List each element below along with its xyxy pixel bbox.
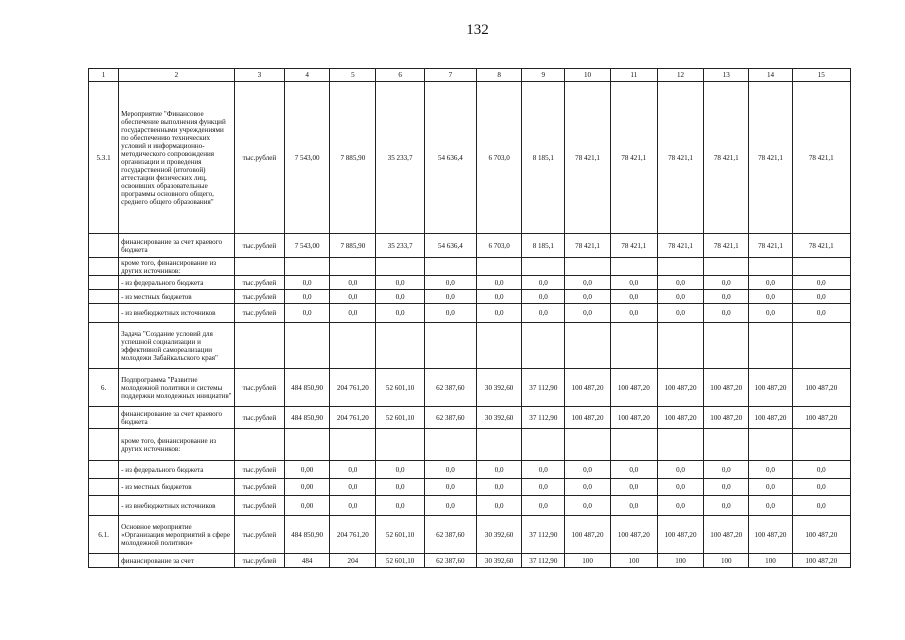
value-cell: 100 487,20 [610, 407, 657, 429]
row-number-cell [89, 461, 119, 479]
value-cell [565, 429, 610, 461]
value-cell: 100 487,20 [749, 407, 792, 429]
value-cell: 100 487,20 [792, 516, 850, 554]
budget-table [88, 68, 851, 568]
value-cell: 0,0 [330, 496, 376, 516]
row-label-cell: финансирование за счет [119, 554, 235, 568]
value-cell [704, 323, 749, 369]
value-cell: 7 885,90 [330, 82, 376, 234]
value-cell: 100 487,20 [565, 516, 610, 554]
row-number-cell [89, 290, 119, 304]
value-cell: 0,0 [330, 479, 376, 496]
value-cell: 54 636,4 [424, 82, 476, 234]
value-cell: 100 487,20 [610, 516, 657, 554]
table-row [89, 82, 851, 234]
column-header: 4 [285, 69, 330, 82]
value-cell: 0,0 [704, 479, 749, 496]
value-cell [376, 323, 424, 369]
value-cell [424, 258, 476, 276]
value-cell: 0,0 [749, 461, 792, 479]
unit-cell [234, 258, 284, 276]
value-cell: 0,0 [376, 479, 424, 496]
value-cell [522, 323, 565, 369]
value-cell [610, 429, 657, 461]
value-cell: 0,00 [285, 496, 330, 516]
value-cell: 100 [657, 554, 703, 568]
value-cell: 30 392,60 [476, 554, 521, 568]
value-cell: 37 112,90 [522, 369, 565, 407]
value-cell: 0,0 [792, 461, 850, 479]
table-row [89, 304, 851, 323]
row-label-cell: Подпрограмма "Развитие молодежной политики и системы поддержки молодежных инициатив" [119, 369, 235, 407]
value-cell: 78 421,1 [565, 234, 610, 258]
value-cell: 0,0 [610, 479, 657, 496]
column-header: 5 [330, 69, 376, 82]
value-cell: 0,0 [376, 276, 424, 290]
value-cell: 7 543,00 [285, 82, 330, 234]
value-cell [749, 258, 792, 276]
value-cell: 0,0 [476, 461, 521, 479]
value-cell: 0,0 [792, 290, 850, 304]
value-cell: 484 [285, 554, 330, 568]
value-cell: 100 487,20 [565, 407, 610, 429]
value-cell: 78 421,1 [704, 234, 749, 258]
value-cell: 100 487,20 [657, 369, 703, 407]
unit-cell: тыс.рублей [234, 369, 284, 407]
value-cell: 37 112,90 [522, 407, 565, 429]
value-cell: 0,0 [376, 290, 424, 304]
row-number-cell [89, 234, 119, 258]
value-cell: 78 421,1 [565, 82, 610, 234]
value-cell: 204 761,20 [330, 407, 376, 429]
row-label-cell: - из внебюджетных источников [119, 496, 235, 516]
value-cell: 30 392,60 [476, 516, 521, 554]
unit-cell: тыс.рублей [234, 290, 284, 304]
column-header: 7 [424, 69, 476, 82]
value-cell: 100 [610, 554, 657, 568]
value-cell: 0,0 [657, 304, 703, 323]
column-header: 15 [792, 69, 850, 82]
value-cell: 0,0 [522, 479, 565, 496]
value-cell [424, 323, 476, 369]
value-cell [522, 258, 565, 276]
table-row [89, 479, 851, 496]
value-cell [704, 429, 749, 461]
value-cell [476, 429, 521, 461]
value-cell: 30 392,60 [476, 369, 521, 407]
value-cell: 100 487,20 [792, 407, 850, 429]
value-cell: 0,0 [792, 496, 850, 516]
column-header: 3 [234, 69, 284, 82]
value-cell: 78 421,1 [704, 82, 749, 234]
unit-cell: тыс.рублей [234, 304, 284, 323]
value-cell [376, 429, 424, 461]
value-cell: 0,0 [522, 496, 565, 516]
value-cell: 0,0 [476, 304, 521, 323]
value-cell: 100 487,20 [565, 369, 610, 407]
table-row [89, 276, 851, 290]
value-cell: 37 112,90 [522, 516, 565, 554]
value-cell [749, 429, 792, 461]
column-header: 13 [704, 69, 749, 82]
unit-cell: тыс.рублей [234, 407, 284, 429]
value-cell: 0,0 [522, 304, 565, 323]
row-number-cell: 5.3.1 [89, 82, 119, 234]
value-cell: 0,0 [565, 276, 610, 290]
value-cell: 54 636,4 [424, 234, 476, 258]
row-number-cell [89, 429, 119, 461]
value-cell: 0,0 [476, 290, 521, 304]
value-cell: 204 [330, 554, 376, 568]
value-cell: 100 487,20 [749, 516, 792, 554]
value-cell [330, 429, 376, 461]
row-label-cell: Задача "Создание условий для успешной социализации и эффективной самореализации молодежи Забайкальского края" [119, 323, 235, 369]
value-cell: 0,0 [749, 304, 792, 323]
value-cell: 0,0 [476, 496, 521, 516]
value-cell: 0,0 [749, 290, 792, 304]
value-cell [792, 429, 850, 461]
value-cell [792, 258, 850, 276]
row-label-cell: Мероприятие "Финансовое обеспечение выполнения функций государственными учреждениями по обеспечению технических условий и информационно-методического сопровождения организации и проведения государственной (итоговой) аттестации физических лиц, освоивших образовательные программы основного общего, среднего общего образования" [119, 82, 235, 234]
value-cell: 484 850,90 [285, 516, 330, 554]
value-cell: 0,0 [657, 479, 703, 496]
value-cell [330, 323, 376, 369]
value-cell: 0,0 [704, 276, 749, 290]
table-row [89, 516, 851, 554]
value-cell: 37 112,90 [522, 554, 565, 568]
value-cell: 0,0 [522, 290, 565, 304]
row-number-cell [89, 323, 119, 369]
value-cell: 0,0 [330, 290, 376, 304]
value-cell: 0,0 [522, 461, 565, 479]
value-cell: 100 [704, 554, 749, 568]
value-cell: 0,0 [704, 496, 749, 516]
column-header: 1 [89, 69, 119, 82]
column-header: 12 [657, 69, 703, 82]
value-cell: 0,0 [565, 479, 610, 496]
table-row [89, 496, 851, 516]
value-cell: 78 421,1 [610, 82, 657, 234]
value-cell: 0,0 [610, 276, 657, 290]
value-cell [476, 258, 521, 276]
value-cell: 0,0 [704, 290, 749, 304]
unit-cell: тыс.рублей [234, 234, 284, 258]
value-cell: 0,0 [704, 304, 749, 323]
column-header: 10 [565, 69, 610, 82]
value-cell [376, 258, 424, 276]
value-cell: 0,0 [610, 496, 657, 516]
value-cell: 0,0 [424, 461, 476, 479]
value-cell: 0,00 [285, 479, 330, 496]
value-cell: 62 387,60 [424, 369, 476, 407]
value-cell: 0,0 [285, 290, 330, 304]
value-cell: 0,0 [376, 496, 424, 516]
value-cell [657, 429, 703, 461]
unit-cell [234, 323, 284, 369]
value-cell: 100 [565, 554, 610, 568]
value-cell [565, 258, 610, 276]
value-cell: 0,0 [285, 304, 330, 323]
value-cell: 0,0 [476, 479, 521, 496]
value-cell: 0,0 [749, 276, 792, 290]
value-cell: 0,0 [424, 290, 476, 304]
row-label-cell: финансирование за счет краевого бюджета [119, 234, 235, 258]
value-cell: 0,0 [610, 290, 657, 304]
value-cell: 52 601,10 [376, 369, 424, 407]
value-cell [424, 429, 476, 461]
row-number-cell [89, 554, 119, 568]
unit-cell: тыс.рублей [234, 496, 284, 516]
column-header: 14 [749, 69, 792, 82]
value-cell: 0,0 [749, 479, 792, 496]
table-row [89, 323, 851, 369]
value-cell [285, 258, 330, 276]
value-cell [657, 323, 703, 369]
value-cell: 204 761,20 [330, 369, 376, 407]
value-cell: 78 421,1 [749, 82, 792, 234]
value-cell: 78 421,1 [610, 234, 657, 258]
value-cell: 62 387,60 [424, 407, 476, 429]
row-label-cell: кроме того, финансирование из других источников: [119, 429, 235, 461]
value-cell [749, 323, 792, 369]
column-header: 9 [522, 69, 565, 82]
column-header: 8 [476, 69, 521, 82]
row-label-cell: - из местных бюджетов [119, 290, 235, 304]
unit-cell: тыс.рублей [234, 461, 284, 479]
unit-cell: тыс.рублей [234, 276, 284, 290]
value-cell: 78 421,1 [657, 82, 703, 234]
value-cell: 484 850,90 [285, 407, 330, 429]
value-cell: 0,0 [376, 461, 424, 479]
value-cell: 0,0 [610, 461, 657, 479]
value-cell [285, 323, 330, 369]
value-cell: 0,0 [565, 290, 610, 304]
value-cell: 30 392,60 [476, 407, 521, 429]
value-cell [610, 323, 657, 369]
value-cell: 35 233,7 [376, 82, 424, 234]
value-cell [610, 258, 657, 276]
unit-cell: тыс.рублей [234, 82, 284, 234]
value-cell: 8 185,1 [522, 234, 565, 258]
unit-cell: тыс.рублей [234, 516, 284, 554]
row-number-cell: 6.1. [89, 516, 119, 554]
row-label-cell: - из федерального бюджета [119, 461, 235, 479]
value-cell: 78 421,1 [792, 82, 850, 234]
row-label-cell: - из местных бюджетов [119, 479, 235, 496]
row-number-cell: 6. [89, 369, 119, 407]
table-row [89, 554, 851, 568]
value-cell: 0,0 [424, 304, 476, 323]
value-cell: 100 487,20 [704, 369, 749, 407]
row-label-cell: - из внебюджетных источников [119, 304, 235, 323]
value-cell: 6 703,0 [476, 234, 521, 258]
value-cell: 0,0 [749, 496, 792, 516]
value-cell: 0,0 [610, 304, 657, 323]
value-cell [792, 323, 850, 369]
value-cell [565, 323, 610, 369]
value-cell: 62 387,60 [424, 516, 476, 554]
value-cell: 78 421,1 [657, 234, 703, 258]
unit-cell: тыс.рублей [234, 554, 284, 568]
value-cell: 0,0 [565, 496, 610, 516]
value-cell: 8 185,1 [522, 82, 565, 234]
value-cell: 0,0 [330, 461, 376, 479]
value-cell: 484 850,90 [285, 369, 330, 407]
value-cell: 100 487,20 [704, 516, 749, 554]
value-cell: 0,0 [330, 276, 376, 290]
value-cell [476, 323, 521, 369]
column-header: 2 [119, 69, 235, 82]
value-cell: 100 [749, 554, 792, 568]
value-cell: 0,0 [376, 304, 424, 323]
value-cell: 6 703,0 [476, 82, 521, 234]
value-cell: 0,0 [565, 461, 610, 479]
value-cell: 35 233,7 [376, 234, 424, 258]
value-cell: 7 885,90 [330, 234, 376, 258]
value-cell: 100 487,20 [749, 369, 792, 407]
value-cell: 7 543,00 [285, 234, 330, 258]
value-cell: 204 761,20 [330, 516, 376, 554]
table-row [89, 461, 851, 479]
value-cell: 100 487,20 [657, 407, 703, 429]
table-row [89, 234, 851, 258]
value-cell [657, 258, 703, 276]
value-cell: 52 601,10 [376, 554, 424, 568]
value-cell: 0,0 [704, 461, 749, 479]
value-cell: 0,0 [424, 479, 476, 496]
value-cell: 0,0 [657, 496, 703, 516]
value-cell: 0,00 [285, 461, 330, 479]
value-cell: 0,0 [565, 304, 610, 323]
row-number-cell [89, 276, 119, 290]
value-cell [285, 429, 330, 461]
value-cell: 0,0 [424, 496, 476, 516]
value-cell: 0,0 [476, 276, 521, 290]
value-cell [330, 258, 376, 276]
value-cell: 62 387,60 [424, 554, 476, 568]
value-cell: 52 601,10 [376, 407, 424, 429]
value-cell: 100 487,20 [610, 369, 657, 407]
row-number-cell [89, 407, 119, 429]
unit-cell [234, 429, 284, 461]
value-cell: 0,0 [657, 290, 703, 304]
row-number-cell [89, 479, 119, 496]
value-cell: 0,0 [792, 479, 850, 496]
value-cell: 78 421,1 [792, 234, 850, 258]
value-cell: 0,0 [285, 276, 330, 290]
column-header: 11 [610, 69, 657, 82]
value-cell: 100 487,20 [657, 516, 703, 554]
page-number: 132 [466, 22, 489, 38]
value-cell: 0,0 [330, 304, 376, 323]
value-cell: 52 601,10 [376, 516, 424, 554]
value-cell [522, 429, 565, 461]
value-cell: 0,0 [657, 461, 703, 479]
value-cell: 78 421,1 [749, 234, 792, 258]
value-cell [704, 258, 749, 276]
row-number-cell [89, 258, 119, 276]
table-row [89, 258, 851, 276]
row-label-cell: - из федерального бюджета [119, 276, 235, 290]
value-cell: 0,0 [792, 304, 850, 323]
table-row [89, 369, 851, 407]
value-cell: 100 487,20 [792, 369, 850, 407]
header-row [89, 69, 851, 82]
row-label-cell: финансирование за счет краевого бюджета [119, 407, 235, 429]
table-row [89, 429, 851, 461]
unit-cell: тыс.рублей [234, 479, 284, 496]
row-number-cell [89, 304, 119, 323]
value-cell: 100 487,20 [792, 554, 850, 568]
value-cell: 0,0 [657, 276, 703, 290]
value-cell: 0,0 [424, 276, 476, 290]
value-cell: 0,0 [522, 276, 565, 290]
table-row [89, 407, 851, 429]
row-label-cell: кроме того, финансирование из других источников: [119, 258, 235, 276]
table-row [89, 290, 851, 304]
row-number-cell [89, 496, 119, 516]
column-header: 6 [376, 69, 424, 82]
row-label-cell: Основное мероприятие «Организация мероприятий в сфере молодежной политики» [119, 516, 235, 554]
value-cell: 100 487,20 [704, 407, 749, 429]
value-cell: 0,0 [792, 276, 850, 290]
